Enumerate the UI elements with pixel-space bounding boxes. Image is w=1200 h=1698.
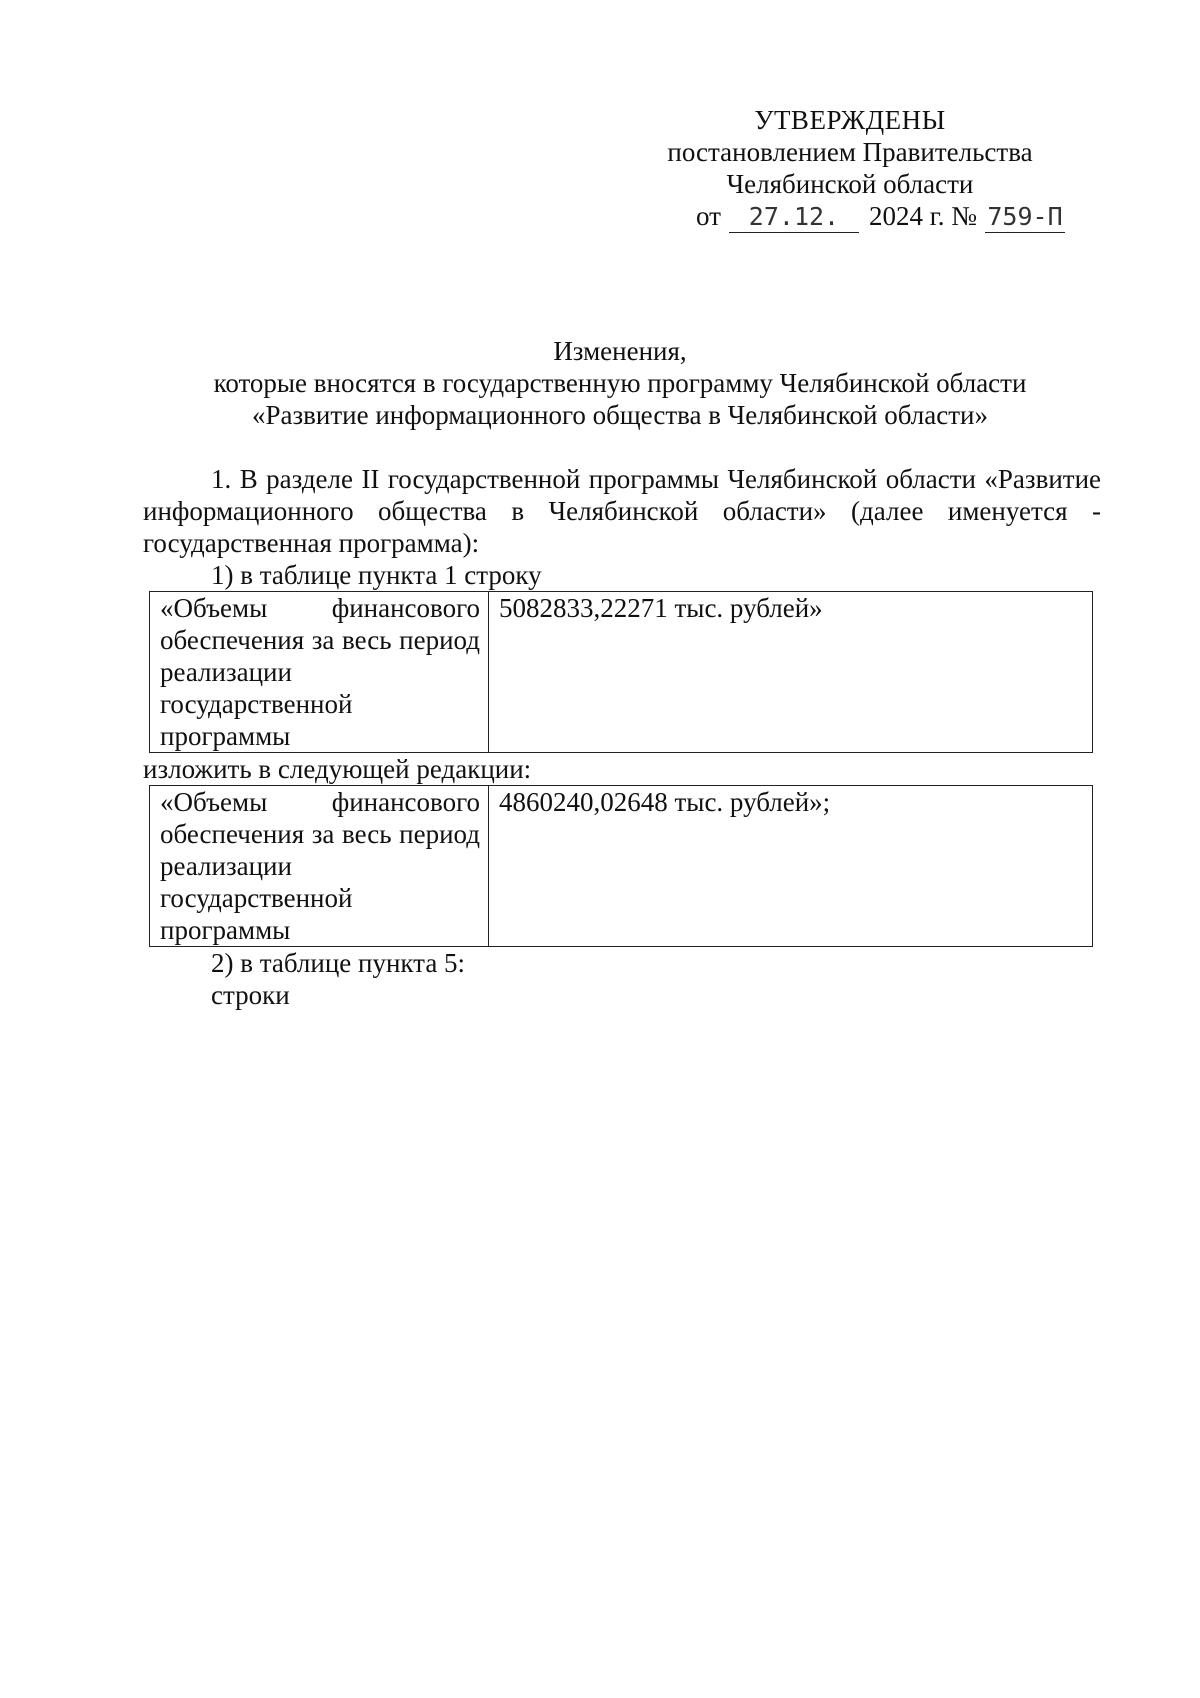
item-2-sub: строки <box>211 980 290 1010</box>
document-title <box>130 335 1110 431</box>
item-1-intro: 1) в таблице пункта 1 строку <box>211 560 542 590</box>
approval-heading: УТВЕРЖДЕНЫ <box>754 105 946 135</box>
date-prefix: от <box>696 201 721 231</box>
new-row-label: «Объемы финансового обеспечения за весь период реализации государственной программы <box>150 786 489 947</box>
title-line-2: которые вносятся в государственную программу Челябинской области <box>213 368 1027 398</box>
title-line-3: «Развитие информационного общества в Челябинской области» <box>251 400 988 430</box>
approval-stamp <box>640 104 1063 233</box>
approval-line-2: Челябинской области <box>726 169 974 199</box>
table-row <box>150 786 1093 947</box>
approval-date: 27.12. <box>729 202 859 233</box>
new-row-value: 4860240,02648 тыс. рублей»; <box>489 786 1093 947</box>
item-2-intro: 2) в таблице пункта 5: <box>211 948 466 978</box>
approval-line-1: постановлением Правительства <box>667 137 1033 167</box>
approval-year: 2024 г. № <box>868 201 977 231</box>
paragraph-1: 1. В разделе II государственной программы Челябинской области «Развитие информационного общества в Челябинской области» (далее именуется - государственная программа): <box>143 464 1101 558</box>
approval-number: 759-П <box>985 202 1065 233</box>
old-row-table <box>149 591 1093 753</box>
new-row-table <box>149 785 1093 947</box>
replace-text: изложить в следующей редакции: <box>143 754 532 784</box>
title-line-1: Изменения, <box>553 336 687 366</box>
document-body <box>143 463 1101 1011</box>
old-row-value: 5082833,22271 тыс. рублей» <box>489 592 1093 753</box>
table-row <box>150 592 1093 753</box>
approval-date-line <box>640 200 1063 233</box>
old-row-label: «Объемы финансового обеспечения за весь период реализации государственной программы <box>150 592 489 753</box>
